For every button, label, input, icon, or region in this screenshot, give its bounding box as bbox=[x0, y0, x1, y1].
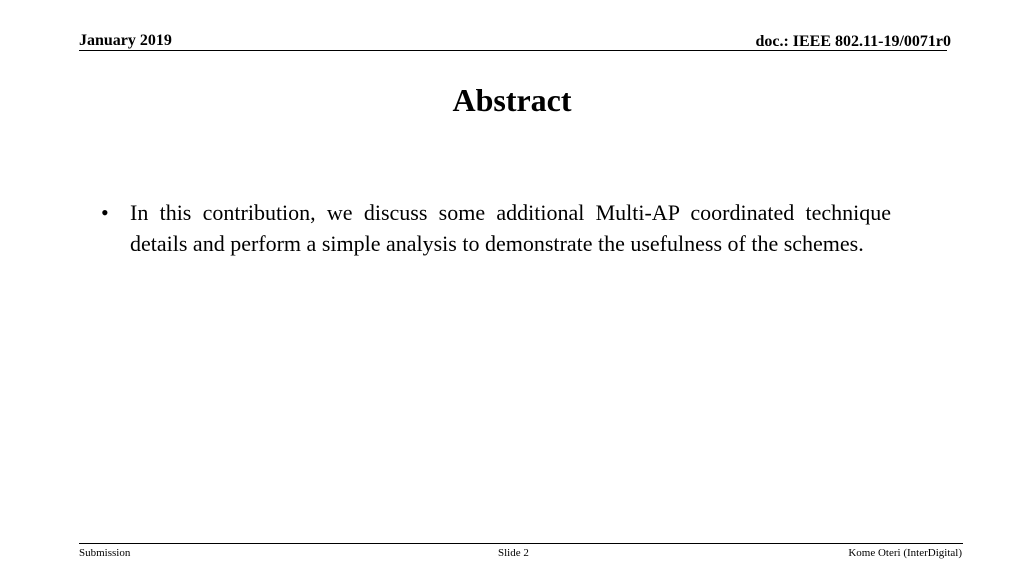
slide-title: Abstract bbox=[452, 82, 572, 118]
header-divider bbox=[79, 50, 947, 51]
slide-number: Slide 2 bbox=[498, 547, 529, 559]
footer-divider bbox=[79, 543, 963, 544]
footer-submission: Submission bbox=[79, 547, 131, 559]
bullet-icon: • bbox=[101, 200, 109, 225]
bullet-item bbox=[101, 197, 891, 259]
bullet-text: In this contribution, we discuss some additional Multi-AP coordinated technique details and perform a simple analysis to demonstrate the usefulness of the schemes. bbox=[130, 200, 891, 256]
bullet-list bbox=[101, 197, 891, 259]
footer-author: Kome Oteri (InterDigital) bbox=[848, 547, 962, 559]
document-id: doc.: IEEE 802.11-19/0071r0 bbox=[755, 33, 951, 50]
header-date: January 2019 bbox=[79, 32, 172, 49]
